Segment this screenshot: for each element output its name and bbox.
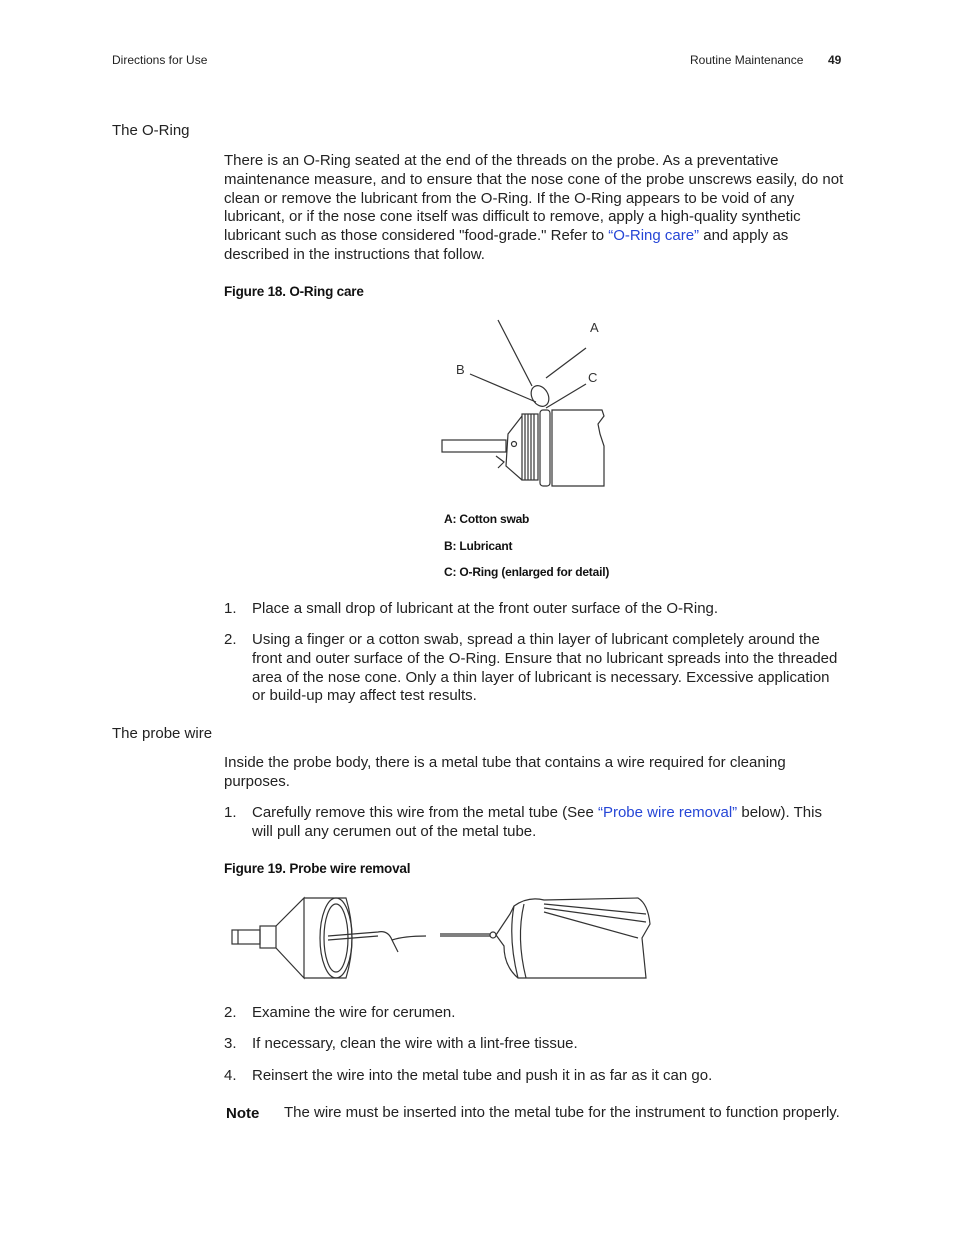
probe-body: [552, 410, 604, 486]
wire-bent: [328, 932, 398, 952]
swab-stick: [498, 320, 532, 386]
figure-18-caption: Figure 18. O-Ring care: [224, 284, 364, 299]
oring-paragraph-text-end: and apply as described in the instructions that follow.: [224, 227, 789, 263]
probe-body-right: [496, 898, 650, 978]
probe-wire-heading: The probe wire: [112, 725, 213, 742]
oring-paragraph-text: There is an O-Ring seated at the end of the threads on the probe. As a preventative maintenance measure, and to ensure that the nose cone of the probe unscrews easily, do not clean or remove the lubricant from the O-Ring. If the O-Ring appears to be void of any lubricant, or if the nose cone itself was difficult to remove, apply a high-quality synthetic lubricant such as those considered "food-grade." Refer to: [224, 152, 844, 245]
figure-19-caption: Figure 19. Probe wire removal: [224, 861, 411, 876]
leader-b: [470, 374, 536, 402]
legend-item-a: A: Cotton swab: [444, 512, 530, 526]
label-a: A: [590, 320, 599, 335]
label-b: B: [456, 362, 465, 377]
oring-paragraph: [224, 152, 844, 265]
note-label: Note: [226, 1105, 260, 1122]
label-c: C: [588, 370, 598, 385]
step-text: Examine the wire for cerumen.: [252, 1004, 456, 1021]
step-text-start: Carefully remove this wire from the metal tube (See: [252, 804, 598, 821]
step-text: Place a small drop of lubricant at the front outer surface of the O-Ring.: [252, 600, 719, 617]
oring-care-link[interactable]: “O-Ring care”: [608, 227, 700, 245]
header-section-title: Routine Maintenance: [690, 53, 804, 67]
tip-tube-left: [232, 930, 260, 944]
step-text: [252, 804, 844, 842]
nose-cone: [506, 416, 522, 480]
step-number: 2.: [224, 1004, 237, 1021]
probe-tip-tube: [442, 440, 506, 452]
note-text: The wire must be inserted into the metal tube for the instrument to function properly.: [284, 1104, 840, 1121]
oring-care-figure: [436, 316, 616, 492]
leader-a: [546, 348, 586, 378]
page-number: 49: [828, 53, 842, 67]
o-ring: [540, 410, 550, 486]
step-number: 1.: [224, 804, 237, 821]
probe-wire-removal-link[interactable]: “Probe wire removal”: [597, 804, 738, 821]
step-text: Reinsert the wire into the metal tube and push it in as far as it can go.: [252, 1067, 713, 1084]
probe-wire-paragraph: Inside the probe body, there is a metal tube that contains a wire required for cleaning purposes.: [224, 754, 786, 790]
legend-item-b: B: Lubricant: [444, 539, 513, 553]
step-text-end: below). This will pull any cerumen out of the metal tube.: [252, 804, 822, 840]
step-number: 4.: [224, 1067, 237, 1084]
oring-heading: The O-Ring: [112, 122, 190, 139]
nose-cone-left: [276, 898, 304, 978]
legend-item-c: C: O-Ring (enlarged for detail): [444, 565, 610, 579]
step-number: 2.: [224, 631, 237, 648]
step-text: Using a finger or a cotton swab, spread a thin layer of lubricant completely around the front and outer surface of the O-Ring. Ensure that no lubricant spreads into the threaded area of the nose cone. Only a thin layer of lubricant is necessary. Excessive application or build-up may affect test results.: [252, 631, 838, 705]
probe-wire-removal-figure: [228, 894, 654, 986]
swab-tip: [528, 382, 553, 409]
step-text: If necessary, clean the wire with a lint-free tissue.: [252, 1035, 578, 1052]
step-number: 1.: [224, 600, 237, 617]
header-doc-title: Directions for Use: [112, 53, 208, 67]
step-number: 3.: [224, 1035, 237, 1052]
leader-c: [546, 384, 586, 408]
